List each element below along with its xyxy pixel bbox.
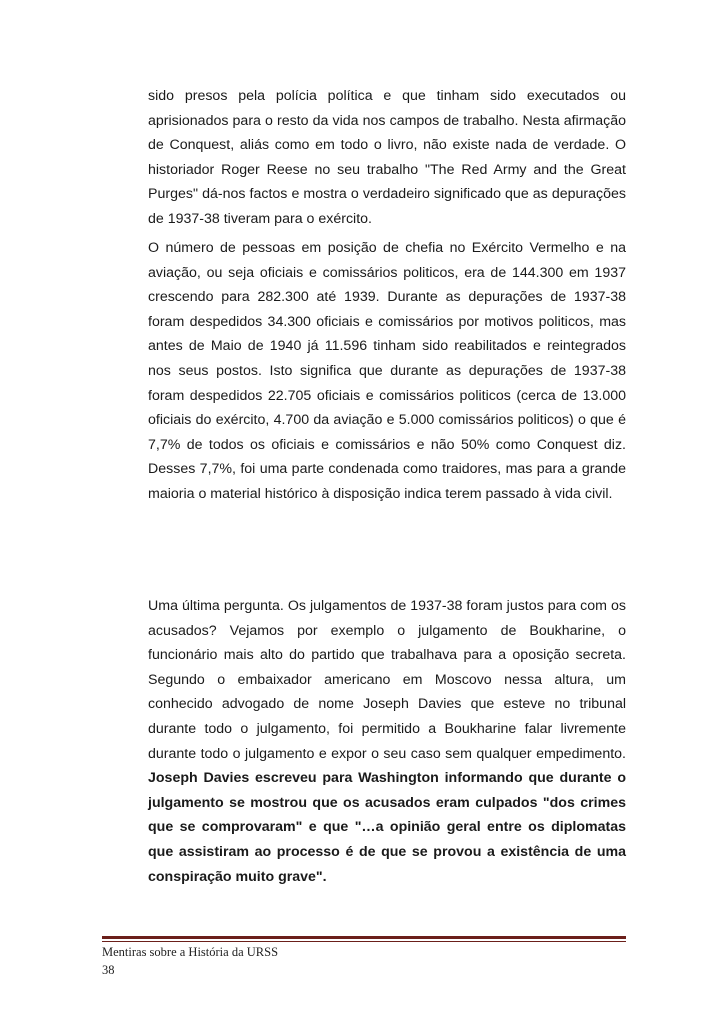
paragraph-1: sido presos pela polícia política e que tinham sido executados ou aprisionados para o resto da vida nos campos de trabalho. Nesta afirmação de Conquest, aliás como em todo o livro, não existe nada de verdade. O historiador Roger Reese no seu trabalho "The Red Army and the Great Purges" dá-nos factos e mostra o verdadeiro significado que as depurações de 1937-38 tiveram para o exército. bbox=[148, 88, 626, 227]
paragraph-2: O número de pessoas em posição de chefia no Exército Vermelho e na aviação, ou seja oficiais e comissários politicos, era de 144.300 em 1937 crescendo para 282.300 até 1939. Durante as depurações de 1937-38 foram despedidos 34.300 oficiais e comissários por motivos politicos, mas antes de Maio de 1940 já 11.596 tinham sido reabilitados e reintegrados nos seus postos. Isto significa que durante as depurações de 1937-38 foram despedidos 22.705 oficiais e comissários politicos (cerca de 13.000 oficiais do exército, 4.700 da aviação e 5.000 comissários politicos) o que é 7,7% de todos os oficiais e comissários e não 50% como Conquest diz. Desses 7,7%, foi uma parte condenada como traidores, mas para a grande maioria o material histórico à disposição indica terem passado à vida civil. bbox=[148, 240, 626, 502]
footer-divider-thin bbox=[102, 941, 626, 942]
footer-document-title: Mentiras sobre a História da URSS bbox=[102, 945, 279, 959]
paragraph-3 bbox=[148, 594, 626, 889]
footer-divider-thick bbox=[102, 936, 626, 939]
paragraph-3-bold-quote: Joseph Davies escreveu para Washington informando que durante o julgamento se mostrou que os acusados eram culpados "dos crimes que se comprovaram" e que "…a opinião geral entre os diplomatas que assistiram ao processo é de que se provou a existência de uma conspiração muito grave". bbox=[148, 770, 626, 885]
paragraph-3-text: Uma última pergunta. Os julgamentos de 1937-38 foram justos para com os acusados? Vejamos por exemplo o julgamento de Boukharine, o funcionário mais alto do partido que trabalhava para a oposição secreta. Segundo o embaixador americano em Moscovo nessa altura, um conhecido advogado de nome Joseph Davies que esteve no tribunal durante todo o julgamento, foi permitido a Boukharine falar livremente durante todo o julgamento e expor o seu caso sem qualquer empedimento. bbox=[148, 598, 626, 762]
footer-page-number: 38 bbox=[102, 963, 115, 977]
